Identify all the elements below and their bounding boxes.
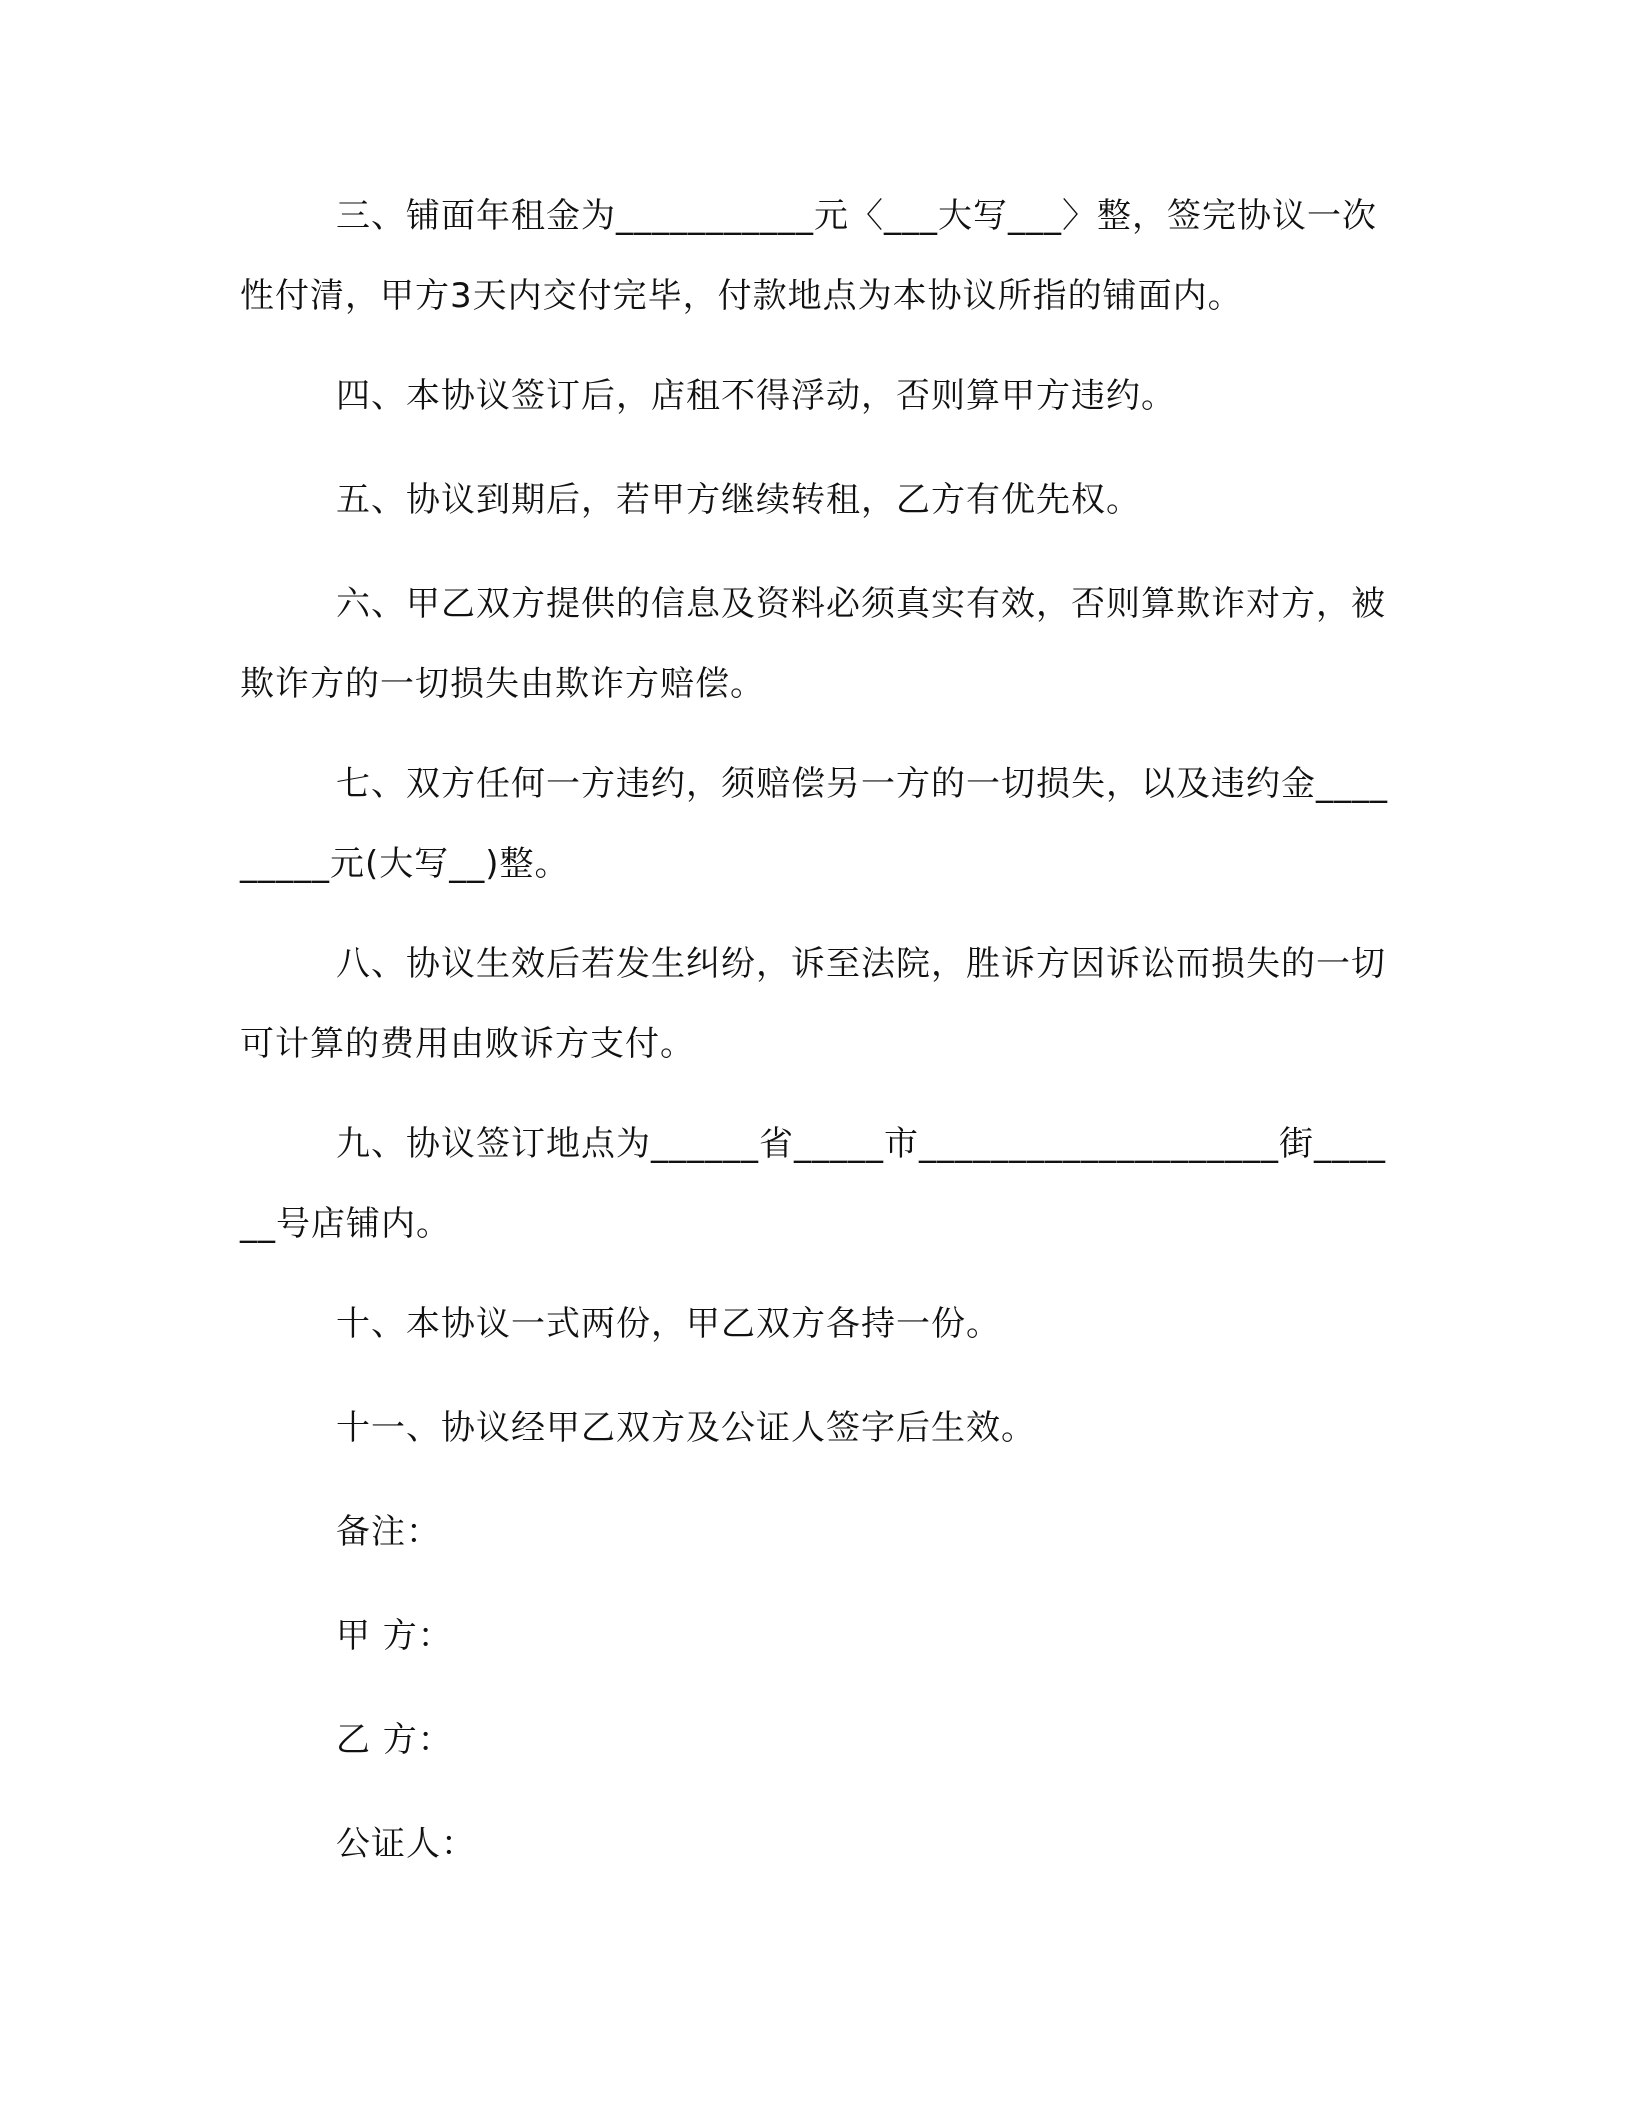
party-b-label: 乙 方：: [336, 1720, 453, 1760]
party-a-label: 甲 方：: [336, 1616, 453, 1656]
clause-11: 十一、协议经甲乙双方及公证人签字后生效。: [336, 1408, 1036, 1448]
clause-10: 十、本协议一式两份，甲乙双方各持一份。: [336, 1304, 1001, 1344]
notary-label: 公证人：: [336, 1824, 476, 1864]
clause-6: 六、甲乙双方提供的信息及资料必须真实有效，否则算欺诈对方，被欺诈方的一切损失由欺诈方赔偿。: [240, 584, 1386, 704]
clause-7: 七、双方任何一方违约，须赔偿另一方的一切损失，以及违约金_________元(大写__)整。: [240, 764, 1388, 884]
clause-9: 九、协议签订地点为______省_____市____________________街______号店铺内。: [240, 1124, 1386, 1244]
clause-3: 三、铺面年租金为___________元〈___大写___〉整，签完协议一次性付清，甲方3天内交付完毕，付款地点为本协议所指的铺面内。: [240, 196, 1377, 316]
clause-4: 四、本协议签订后，店租不得浮动，否则算甲方违约。: [336, 376, 1176, 416]
clause-5: 五、协议到期后，若甲方继续转租，乙方有优先权。: [336, 480, 1141, 520]
remarks-label: 备注：: [336, 1512, 441, 1552]
clause-8: 八、协议生效后若发生纠纷，诉至法院，胜诉方因诉讼而损失的一切可计算的费用由败诉方支付。: [240, 944, 1386, 1064]
